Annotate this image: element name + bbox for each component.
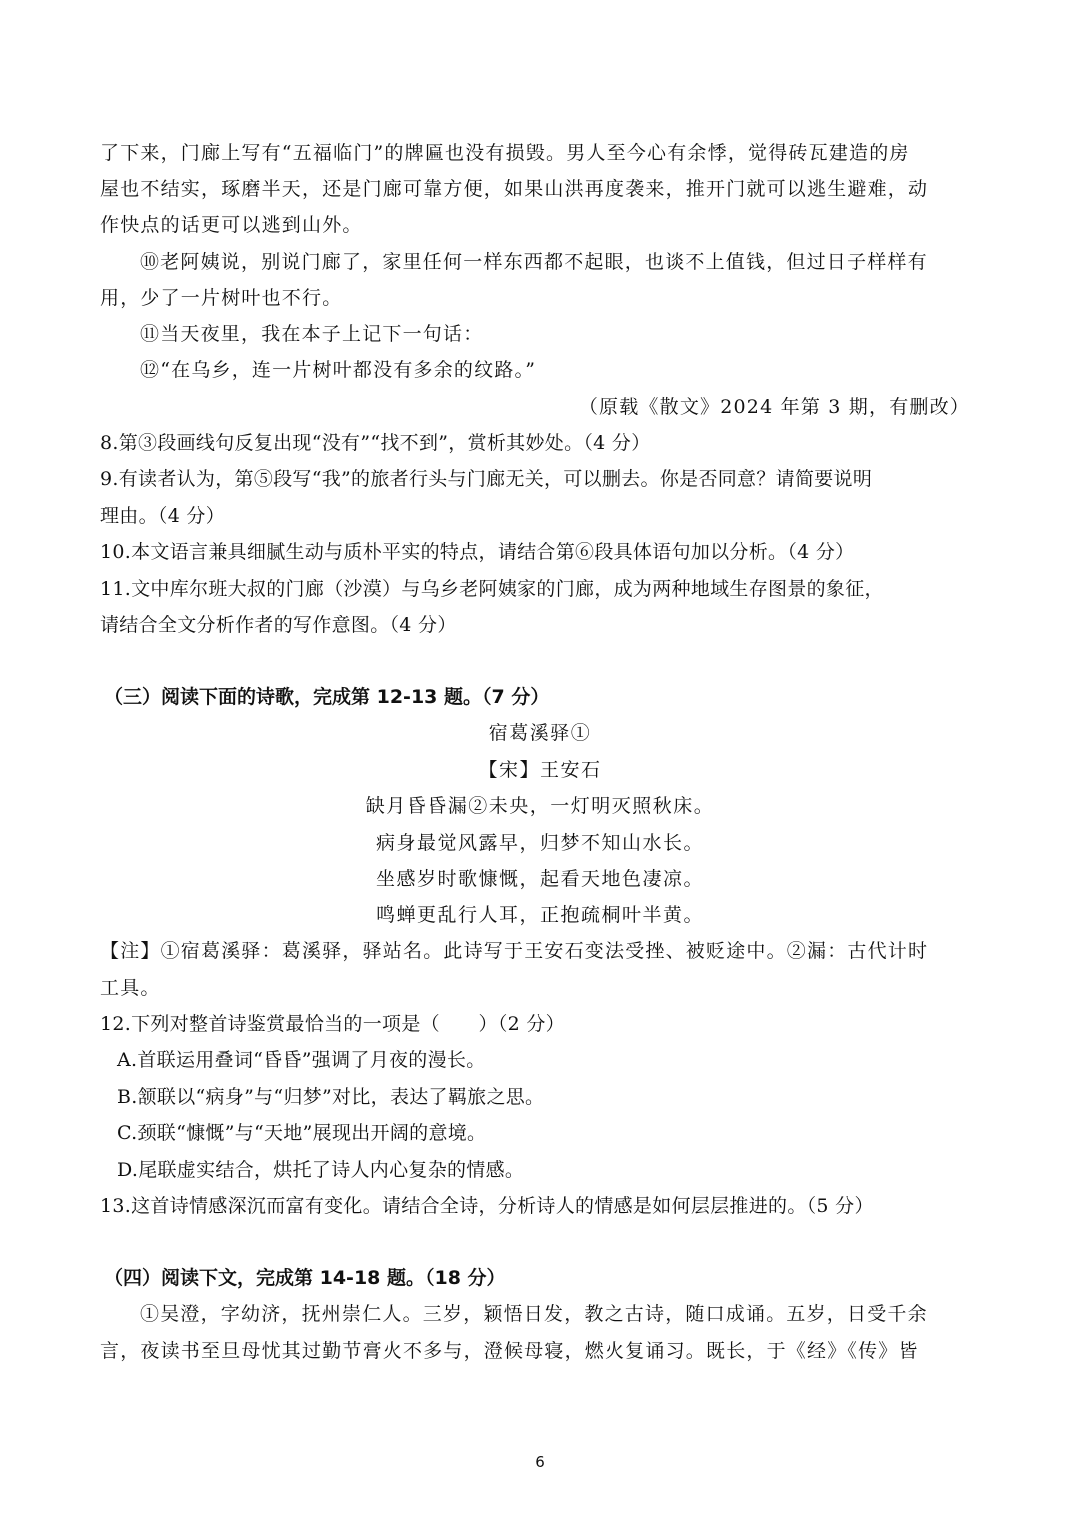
poem-note-cont: 工具。 bbox=[100, 977, 161, 999]
question-11-cont: 请结合全文分析作者的写作意图。（4 分） bbox=[100, 614, 457, 636]
poem-line: 鸣蝉更乱行人耳，正抱疏桐叶半黄。 bbox=[375, 904, 704, 926]
question-10: 10.本文语言兼具细腻生动与质朴平实的特点，请结合第⑥段具体语句加以分析。（4 分） bbox=[100, 541, 855, 563]
poem-title: 宿葛溪驿① bbox=[488, 722, 592, 744]
passage-line: 了下来，门廊上写有“五福临门”的牌匾也没有损毁。男人至今心有余悸，觉得砖瓦建造的房 bbox=[100, 142, 910, 164]
question-13: 13.这首诗情感深沉而富有变化。请结合全诗，分析诗人的情感是如何层层推进的。（5 分） bbox=[100, 1195, 874, 1217]
paragraph-11: ⑪当天夜里，我在本子上记下一句话： bbox=[140, 323, 484, 345]
paragraph-10-line: ⑩老阿姨说，别说门廊了，家里任何一样东西都不起眼，也谈不上值钱，但过日子样样有 bbox=[140, 251, 928, 273]
question-9: 9.有读者认为，第⑤段写“我”的旅者行头与门廊无关，可以删去。你是否同意？请简要说明 bbox=[100, 468, 873, 490]
classical-text-line: 言，夜读书至旦母忧其过勤节膏火不多与，澄候母寝，燃火复诵习。既长，于《经》《传》皆 bbox=[100, 1340, 919, 1362]
question-9-cont: 理由。（4 分） bbox=[100, 505, 226, 527]
poem-note: 【注】①宿葛溪驿：葛溪驿，驿站名。此诗写于王安石变法受挫、被贬途中。②漏：古代计时 bbox=[100, 940, 929, 962]
poem-author: 【宋】王安石 bbox=[478, 759, 602, 781]
paragraph-12: ⑫“在乌乡，连一片树叶都没有多余的纹路。” bbox=[140, 359, 537, 381]
option-d: D.尾联虚实结合，烘托了诗人内心复杂的情感。 bbox=[117, 1159, 525, 1181]
classical-text-line: ①吴澄，字幼济，抚州崇仁人。三岁，颖悟日发，教之古诗，随口成诵。五岁，日受千余 bbox=[140, 1303, 928, 1325]
section-3-heading: （三）阅读下面的诗歌，完成第 12-13 题。（7 分） bbox=[104, 686, 550, 708]
option-a: A.首联运用叠词“昏昏”强调了月夜的漫长。 bbox=[117, 1049, 486, 1071]
poem-line: 坐感岁时歌慷慨，起看天地色凄凉。 bbox=[375, 868, 704, 890]
poem-line: 缺月昏昏漏②未央，一灯明灭照秋床。 bbox=[365, 795, 715, 817]
question-11: 11.文中库尔班大叔的门廊（沙漠）与乌乡老阿姨家的门廊，成为两种地域生存图景的象征， bbox=[100, 578, 884, 600]
option-b: B.颔联以“病身”与“归梦”对比，表达了羁旅之思。 bbox=[117, 1086, 545, 1108]
passage-line: 屋也不结实，琢磨半天，还是门廊可靠方便，如果山洪再度袭来，推开门就可以逃生避难，动 bbox=[100, 178, 929, 200]
question-12: 12.下列对整首诗鉴赏最恰当的一项是（ ）（2 分） bbox=[100, 1013, 565, 1035]
section-4-heading: （四）阅读下文，完成第 14-18 题。（18 分） bbox=[104, 1267, 506, 1289]
source-citation: （原载《散文》2024 年第 3 期，有删改） bbox=[578, 396, 970, 418]
page-number: 6 bbox=[535, 1453, 545, 1471]
paragraph-10-line: 用，少了一片树叶也不行。 bbox=[100, 287, 343, 309]
passage-line: 作快点的话更可以逃到山外。 bbox=[100, 214, 363, 236]
option-c: C.颈联“慷慨”与“天地”展现出开阔的意境。 bbox=[117, 1122, 487, 1144]
question-8: 8.第③段画线句反复出现“没有”“找不到”，赏析其妙处。（4 分） bbox=[100, 432, 651, 454]
poem-line: 病身最觉风露早，归梦不知山水长。 bbox=[375, 832, 704, 854]
